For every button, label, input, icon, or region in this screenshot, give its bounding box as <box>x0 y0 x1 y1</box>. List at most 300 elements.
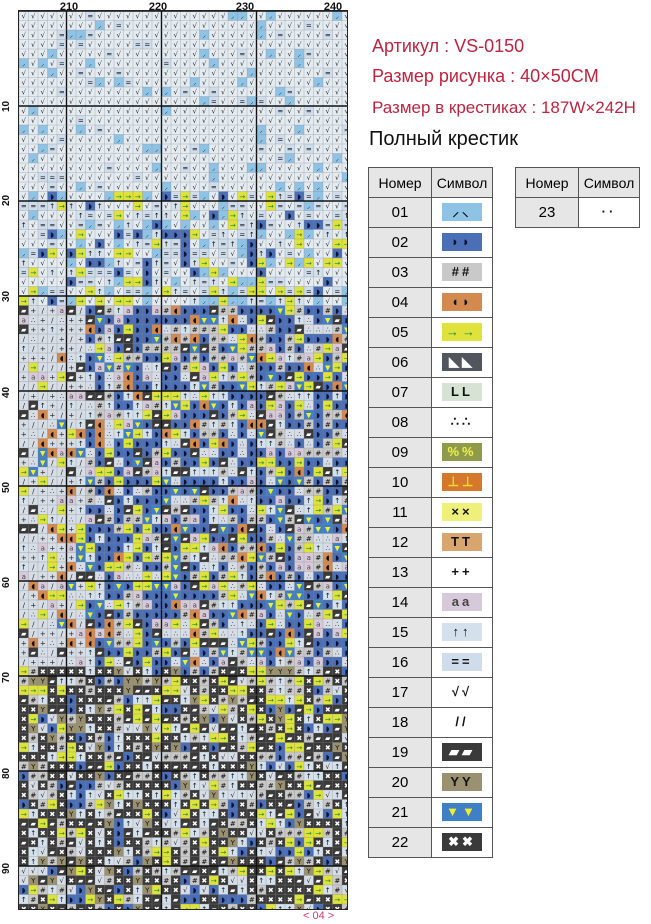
stitch-symbol: √ <box>97 12 102 21</box>
stitch-symbol: √ <box>259 12 264 21</box>
stitch-symbol: ▰ <box>87 392 93 401</box>
stitch-symbol: / <box>51 506 54 515</box>
stitch-symbol: √ <box>249 269 254 277</box>
stitch-symbol: ↑ <box>229 421 236 429</box>
stitch-symbol: ◗ <box>278 316 283 325</box>
stitch-symbol: √ <box>316 136 321 144</box>
stitch-symbol: → <box>248 554 255 562</box>
stitch-symbol: ∴ <box>325 459 330 467</box>
stitch-symbol: √ <box>335 136 340 144</box>
stitch-symbol: √ <box>164 136 169 144</box>
stitch-symbol: ▰ <box>268 392 274 401</box>
stitch-symbol: ↑ <box>248 231 255 239</box>
stitch-symbol: √ <box>230 269 235 277</box>
stitch-symbol: ▼ <box>40 459 46 467</box>
stitch-symbol: → <box>210 269 217 277</box>
stitch-symbol: ◗ <box>183 668 188 676</box>
stitch-symbol: ◗ <box>145 592 150 600</box>
stitch-symbol: √ <box>40 50 45 59</box>
stitch-symbol: # <box>267 383 274 391</box>
stitch-symbol: ◗ <box>116 326 121 334</box>
stitch-symbol: = <box>305 22 312 30</box>
stitch-symbol: ⸝ <box>250 98 254 106</box>
stitch-symbol: / <box>32 383 35 391</box>
stitch-symbol: → <box>125 440 132 448</box>
stitch-symbol: → <box>58 459 65 467</box>
stitch-symbol: √ <box>325 126 330 135</box>
stitch-symbol: √ <box>249 88 254 97</box>
stitch-symbol: √ <box>145 174 150 182</box>
stitch-symbol: + <box>49 307 56 315</box>
stitch-symbol: ◗ <box>116 516 121 524</box>
stitch-symbol: √ <box>164 126 169 135</box>
stitch-symbol: ◗ <box>316 459 321 467</box>
stitch-symbol: = <box>153 202 160 211</box>
stitch-symbol: √ <box>69 183 74 192</box>
stitch-symbol: √ <box>21 12 26 21</box>
row-label: 60 <box>1 576 12 588</box>
stitch-symbol: ◗ <box>145 326 150 334</box>
stitch-symbol: √ <box>69 164 74 173</box>
stitch-symbol: ▼ <box>325 364 331 372</box>
stitch-symbol: ↑ <box>96 582 103 591</box>
stitch-symbol: / <box>51 459 54 467</box>
stitch-symbol: ▼ <box>325 525 331 534</box>
stitch-symbol: √ <box>259 193 264 201</box>
stitch-symbol: √ <box>325 212 330 220</box>
stitch-symbol: ◖ <box>50 449 55 458</box>
stitch-symbol: = <box>229 259 236 268</box>
stitch-symbol: / <box>22 592 25 600</box>
stitch-symbol: √ <box>21 22 26 30</box>
stitch-symbol: √ <box>107 250 112 258</box>
stitch-symbol: ◗ <box>154 668 159 676</box>
stitch-symbol <box>344 127 347 135</box>
stitch-symbol: ◗ <box>145 544 150 553</box>
stitch-symbol: a <box>88 516 93 524</box>
stitch-symbol: ∴ <box>135 573 140 581</box>
stitch-symbol: ∴ <box>173 658 178 667</box>
stitch-symbol: ◗ <box>287 212 292 220</box>
stitch-symbol: ↑ <box>305 497 312 505</box>
stitch-symbol: ◖ <box>97 440 102 448</box>
stitch-symbol <box>344 497 347 505</box>
stitch-symbol: + <box>49 411 56 420</box>
stitch-symbol: ◖ <box>40 592 45 600</box>
stitch-symbol: = <box>277 107 284 116</box>
stitch-symbol: / <box>60 516 63 524</box>
stitch-symbol: ▰ <box>201 554 207 562</box>
stitch-symbol: ◗ <box>211 535 216 543</box>
stitch-symbol: = <box>125 79 132 87</box>
stitch-symbol: ↑ <box>68 402 75 410</box>
stitch-symbol: # <box>210 383 217 391</box>
stitch-symbol: ∴ <box>202 658 207 667</box>
stitch-symbol: → <box>68 430 75 439</box>
stitch-symbol: ↑ <box>248 297 255 306</box>
stitch-symbol: + <box>58 487 65 496</box>
stitch-symbol: ▼ <box>220 649 226 657</box>
stitch-symbol: √ <box>240 259 245 268</box>
stitch-symbol: ◗ <box>287 326 292 334</box>
stitch-symbol: ◗ <box>249 630 254 638</box>
stitch-symbol: √ <box>145 79 150 87</box>
stitch-symbol: = <box>49 145 56 154</box>
stitch-symbol: # <box>324 449 331 458</box>
stitch-symbol: ▼ <box>154 335 160 344</box>
stitch-symbol: # <box>144 345 151 353</box>
stitch-symbol: √ <box>59 145 64 154</box>
stitch-symbol: → <box>334 240 341 249</box>
stitch-symbol: ⸝ <box>145 297 149 306</box>
stitch-symbol: ◗ <box>249 440 254 448</box>
stitch-symbol: √ <box>335 79 340 87</box>
stitch-symbol: ⸝ <box>221 212 225 220</box>
stitch-symbol: ◗ <box>97 620 102 629</box>
stitch-symbol: √ <box>107 22 112 30</box>
stitch-symbol: √ <box>21 79 26 87</box>
stitch-symbol: a <box>173 411 178 420</box>
stitch-symbol: # <box>229 554 236 562</box>
stitch-symbol: → <box>134 630 141 638</box>
stitch-symbol: √ <box>268 31 273 40</box>
stitch-symbol: = <box>239 98 246 106</box>
stitch-symbol: ↑ <box>239 620 246 629</box>
stitch-symbol: → <box>115 193 122 201</box>
stitch-symbol: √ <box>316 174 321 182</box>
stitch-symbol: √ <box>173 69 178 78</box>
stitch-symbol: √ <box>259 41 264 49</box>
stitch-symbol: √ <box>40 212 45 220</box>
stitch-symbol: ▰ <box>201 639 207 648</box>
stitch-symbol: ◗ <box>135 478 140 486</box>
stitch-symbol: √ <box>297 174 302 182</box>
stitch-symbol: ◗ <box>211 592 216 600</box>
stitch-symbol: ⸝ <box>231 288 235 296</box>
stitch-symbol: ⸝ <box>231 297 235 306</box>
stitch-symbol: → <box>20 620 27 629</box>
stitch-symbol: a <box>297 563 302 572</box>
stitch-symbol: = <box>286 193 293 201</box>
stitch-symbol: √ <box>335 174 340 182</box>
stitch-symbol: √ <box>287 164 292 173</box>
stitch-symbol: ↑ <box>201 544 208 553</box>
stitch-symbol: ↑ <box>106 278 113 287</box>
stitch-symbol <box>344 241 347 249</box>
stitch-symbol: ▼ <box>334 544 340 553</box>
stitch-symbol: √ <box>183 183 188 192</box>
stitch-symbol: ◗ <box>259 478 264 486</box>
stitch-symbol: √ <box>183 117 188 125</box>
stitch-symbol: → <box>201 259 208 268</box>
stitch-symbol: √ <box>221 174 226 182</box>
stitch-symbol: ▰ <box>163 506 169 515</box>
stitch-symbol: a <box>173 582 178 591</box>
stitch-symbol: ◗ <box>154 487 159 496</box>
stitch-symbol: √ <box>31 79 36 87</box>
stitch-symbol: ◗ <box>259 630 264 638</box>
row-label: 70 <box>1 671 12 683</box>
stitch-symbol: √ <box>154 269 159 277</box>
stitch-symbol: → <box>277 383 284 391</box>
stitch-symbol: ◗ <box>97 487 102 496</box>
stitch-symbol: ◗ <box>145 259 150 268</box>
stitch-symbol: a <box>40 544 45 553</box>
stitch-symbol: √ <box>173 31 178 40</box>
stitch-symbol: / <box>51 345 54 353</box>
stitch-symbol: ▰ <box>239 468 245 477</box>
stitch-symbol: # <box>163 335 170 344</box>
stitch-symbol: # <box>324 411 331 420</box>
stitch-symbol: ◗ <box>164 193 169 201</box>
stitch-symbol: ⸝ <box>22 250 26 258</box>
stitch-symbol: ▼ <box>40 449 46 458</box>
stitch-symbol: / <box>79 402 82 410</box>
stitch-symbol: → <box>163 392 170 401</box>
stitch-symbol: ↑ <box>87 668 94 676</box>
stitch-symbol: √ <box>335 41 340 49</box>
stitch-symbol: √ <box>297 69 302 78</box>
stitch-symbol: ◗ <box>192 563 197 572</box>
stitch-symbol: √ <box>202 221 207 230</box>
stitch-symbol: ↑ <box>68 202 75 211</box>
stitch-symbol: ▼ <box>249 649 255 657</box>
stitch-symbol: ⸝ <box>269 50 273 59</box>
stitch-symbol: √ <box>230 22 235 30</box>
stitch-symbol: √ <box>249 202 254 211</box>
stitch-symbol: ∴ <box>221 516 226 524</box>
stitch-symbol: √ <box>335 117 340 125</box>
stitch-symbol: ◗ <box>297 440 302 448</box>
stitch-symbol: + <box>58 563 65 572</box>
stitch-symbol: ↑ <box>210 563 217 572</box>
stitch-symbol: ▰ <box>87 316 93 325</box>
stitch-symbol: + <box>77 316 84 325</box>
stitch-symbol: a <box>107 326 112 334</box>
stitch-symbol: √ <box>183 155 188 163</box>
stitch-symbol: # <box>96 411 103 420</box>
stitch-symbol <box>345 279 347 287</box>
stitch-symbol: √ <box>325 240 330 249</box>
stitch-symbol: ◗ <box>164 383 169 391</box>
stitch-symbol: → <box>163 554 170 562</box>
stitch-symbol: √ <box>287 126 292 135</box>
stitch-symbol: ◗ <box>183 240 188 249</box>
stitch-symbol: / <box>51 611 54 619</box>
stitch-symbol: = <box>39 231 46 239</box>
stitch-symbol: ◗ <box>306 221 311 230</box>
stitch-symbol: ∴ <box>31 516 36 524</box>
stitch-symbol: a <box>154 468 159 477</box>
stitch-symbol: ◗ <box>297 573 302 581</box>
stitch-symbol: ◗ <box>240 402 245 410</box>
stitch-symbol: ∴ <box>297 506 302 515</box>
stitch-symbol: ◗ <box>116 449 121 458</box>
stitch-symbol: ◗ <box>268 307 273 315</box>
stitch-symbol: √ <box>316 107 321 116</box>
stitch-symbol: √ <box>325 288 330 296</box>
stitch-symbol: ◗ <box>192 402 197 410</box>
stitch-symbol: ▰ <box>306 430 312 439</box>
stitch-symbol: ▰ <box>325 668 331 676</box>
stitch-symbol: → <box>315 468 322 477</box>
stitch-symbol: ⸝ <box>117 136 121 144</box>
stitch-symbol: √ <box>88 183 93 192</box>
stitch-symbol: = <box>191 250 198 258</box>
stitch-symbol: √ <box>183 136 188 144</box>
stitch-symbol: a <box>69 497 74 505</box>
stitch-symbol: √ <box>268 231 273 239</box>
stitch-symbol: √ <box>145 250 150 258</box>
stitch-symbol: ∴ <box>240 449 245 458</box>
stitch-symbol: √ <box>297 155 302 163</box>
stitch-symbol: √ <box>297 278 302 287</box>
stitch-symbol: = <box>305 269 312 277</box>
stitch-symbol: # <box>229 373 236 382</box>
stitch-symbol: # <box>220 307 227 315</box>
stitch-symbol: √ <box>297 31 302 40</box>
stitch-symbol: √ <box>202 231 207 239</box>
stitch-symbol: ⸝ <box>288 155 292 163</box>
stitch-symbol: √ <box>240 31 245 40</box>
stitch-symbol: = <box>201 278 208 287</box>
stitch-symbol: √ <box>268 41 273 49</box>
stitch-symbol: ◗ <box>173 611 178 619</box>
stitch-symbol: ∴ <box>287 440 292 448</box>
stitch-symbol: → <box>296 677 303 686</box>
stitch-symbol: √ <box>154 183 159 192</box>
stitch-symbol: = <box>39 174 46 182</box>
stitch-symbol: √ <box>306 98 311 106</box>
stitch-symbol: √ <box>173 297 178 306</box>
stitch-symbol: ✖ <box>163 668 170 676</box>
stitch-symbol: ◗ <box>249 449 254 458</box>
stitch-symbol: # <box>296 649 303 657</box>
stitch-symbol: ◗ <box>135 649 140 657</box>
stitch-symbol: ∴ <box>306 316 311 325</box>
stitch-symbol: a <box>50 601 55 610</box>
stitch-symbol: √ <box>287 107 292 116</box>
stitch-symbol: √ <box>249 183 254 192</box>
stitch-symbol: = <box>30 250 37 258</box>
stitch-symbol: # <box>77 677 84 686</box>
stitch-symbol: √ <box>183 60 188 68</box>
stitch-symbol: / <box>41 430 44 439</box>
stitch-symbol: √ <box>116 202 121 211</box>
stitch-symbol: √ <box>249 79 254 87</box>
stitch-symbol: # <box>258 345 265 353</box>
stitch-symbol: √ <box>107 297 112 306</box>
stitch-symbol: ◗ <box>202 307 207 315</box>
stitch-symbol: # <box>182 516 189 524</box>
stitch-symbol: = <box>191 145 198 154</box>
stitch-symbol: + <box>39 630 46 638</box>
stitch-symbol: ▰ <box>325 573 331 581</box>
stitch-symbol: √ <box>135 79 140 87</box>
stitch-symbol: √ <box>173 164 178 173</box>
stitch-symbol: # <box>296 307 303 315</box>
stitch-symbol: ⸝ <box>297 126 301 135</box>
stitch-symbol: a <box>306 554 311 562</box>
stitch-symbol: / <box>51 649 54 657</box>
stitch-symbol: ▼ <box>287 649 293 657</box>
stitch-symbol: ↑ <box>77 354 84 363</box>
stitch-symbol: ↑ <box>87 373 94 382</box>
stitch-symbol: a <box>78 392 83 401</box>
stitch-symbol: a <box>259 611 264 619</box>
stitch-symbol: √ <box>316 88 321 97</box>
stitch-symbol: ▼ <box>87 611 93 619</box>
stitch-symbol: √ <box>107 202 112 211</box>
stitch-symbol <box>344 231 347 239</box>
stitch-symbol: √ <box>135 98 140 106</box>
stitch-symbol: ↑ <box>96 288 103 296</box>
stitch-symbol: = <box>134 288 141 296</box>
stitch-symbol: ⸝ <box>202 193 206 201</box>
stitch-symbol: ◗ <box>173 383 178 391</box>
stitch-symbol: ↑ <box>163 440 170 448</box>
stitch-symbol: √ <box>126 50 131 59</box>
stitch-symbol: ↑ <box>324 231 331 239</box>
stitch-symbol: → <box>115 563 122 572</box>
stitch-symbol: ✖ <box>87 677 94 686</box>
stitch-symbol: ◗ <box>287 411 292 420</box>
stitch-symbol: ▰ <box>182 506 188 515</box>
stitch-symbol: ⸝ <box>202 98 206 106</box>
stitch-symbol: √ <box>183 145 188 154</box>
stitch-symbol: # <box>210 668 217 676</box>
stitch-symbol: √ <box>202 117 207 125</box>
stitch-symbol: ▰ <box>154 630 160 638</box>
stitch-symbol: → <box>182 193 189 201</box>
stitch-symbol: / <box>22 392 25 401</box>
stitch-symbol: / <box>51 478 54 486</box>
stitch-symbol: ↑ <box>125 411 132 420</box>
stitch-symbol: ▼ <box>296 582 302 591</box>
stitch-symbol: √ <box>249 212 254 220</box>
stitch-symbol: √ <box>221 126 226 135</box>
stitch-symbol: # <box>220 354 227 363</box>
stitch-symbol: # <box>296 544 303 553</box>
stitch-symbol <box>345 117 347 125</box>
stitch-symbol: ∴ <box>40 649 45 657</box>
stitch-symbol: √ <box>126 183 131 192</box>
stitch-symbol: √ <box>59 221 64 230</box>
stitch-symbol: ◗ <box>135 316 140 325</box>
stitch-symbol: √ <box>154 41 159 49</box>
stitch-symbol: ▼ <box>277 307 283 315</box>
stitch-symbol: √ <box>249 60 254 68</box>
stitch-symbol: √ <box>126 145 131 154</box>
stitch-symbol: / <box>41 392 44 401</box>
stitch-symbol: ↑ <box>68 459 75 467</box>
stitch-symbol: √ <box>325 174 330 182</box>
stitch-symbol: + <box>77 649 84 657</box>
stitch-symbol: = <box>277 278 284 287</box>
stitch-symbol: → <box>144 525 151 534</box>
stitch-symbol: √ <box>335 98 340 106</box>
stitch-symbol: ▼ <box>68 582 74 591</box>
stitch-symbol: ↑ <box>277 297 284 306</box>
stitch-symbol: = <box>144 212 151 220</box>
stitch-symbol: ▰ <box>68 307 74 315</box>
stitch-symbol: ◗ <box>173 316 178 325</box>
stitch-symbol: ▰ <box>135 449 141 458</box>
stitch-symbol: ◗ <box>297 364 302 372</box>
stitch-symbol: ◗ <box>249 259 254 268</box>
stitch-symbol: = <box>324 31 331 40</box>
stitch-symbol: √ <box>78 60 83 68</box>
